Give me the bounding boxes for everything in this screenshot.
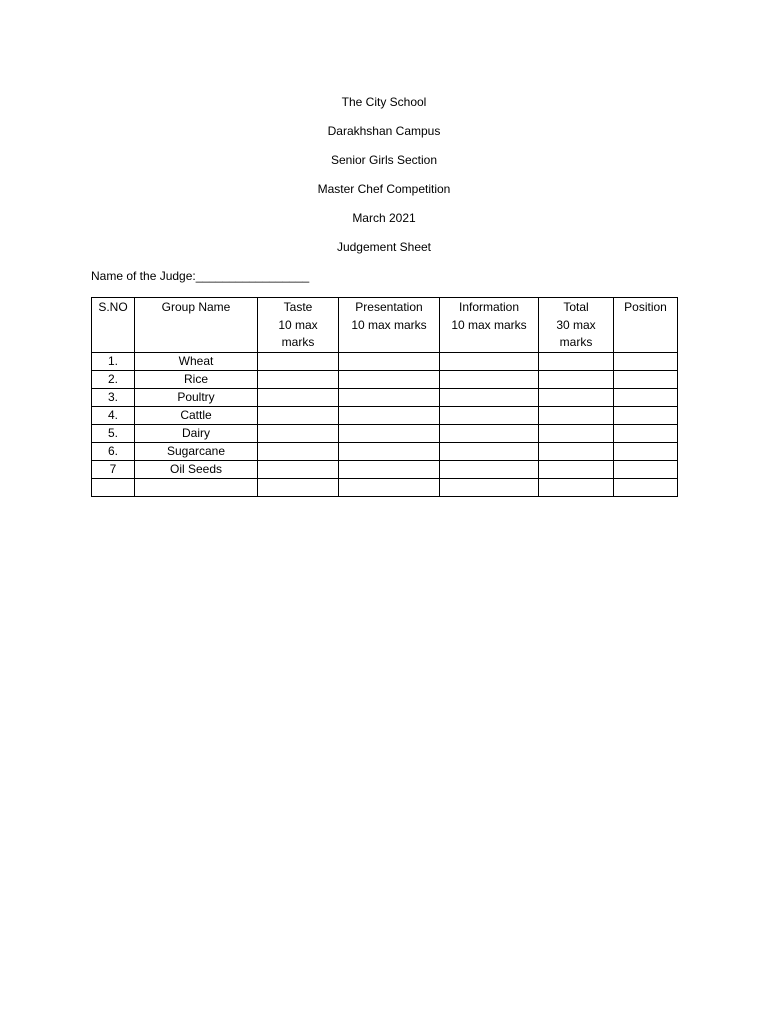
cell-taste <box>258 424 339 442</box>
table-row <box>92 460 678 478</box>
cell-taste <box>258 442 339 460</box>
table-row <box>92 352 678 370</box>
table-row <box>92 370 678 388</box>
cell-sno: 5. <box>92 424 135 442</box>
cell-presentation <box>339 442 440 460</box>
column-header-presentation: Presentation 10 max marks <box>339 298 440 353</box>
cell-position <box>614 370 678 388</box>
column-header-sno: S.NO <box>92 298 135 353</box>
cell-sno: 1. <box>92 352 135 370</box>
cell-position <box>614 460 678 478</box>
cell-taste <box>258 352 339 370</box>
document-title: Judgement Sheet <box>336 240 432 254</box>
cell-presentation <box>339 424 440 442</box>
cell-total <box>539 460 614 478</box>
cell-group-name: Dairy <box>135 424 258 442</box>
cell-sno: 2. <box>92 370 135 388</box>
table-header-row <box>92 298 678 353</box>
cell-information <box>440 388 539 406</box>
cell-group-name: Sugarcane <box>135 442 258 460</box>
cell-total <box>539 388 614 406</box>
cell-taste <box>258 460 339 478</box>
cell-total <box>539 424 614 442</box>
cell-information <box>440 460 539 478</box>
cell-total <box>539 406 614 424</box>
cell-group-name: Wheat <box>135 352 258 370</box>
cell-taste <box>258 478 339 496</box>
cell-presentation <box>339 478 440 496</box>
table-row <box>92 388 678 406</box>
table-row-empty <box>92 478 678 496</box>
cell-information <box>440 406 539 424</box>
cell-presentation <box>339 460 440 478</box>
column-header-position: Position <box>614 298 678 353</box>
cell-sno <box>92 478 135 496</box>
cell-information <box>440 478 539 496</box>
cell-sno: 7 <box>92 460 135 478</box>
cell-information <box>440 442 539 460</box>
cell-sno: 3. <box>92 388 135 406</box>
cell-group-name: Cattle <box>135 406 258 424</box>
column-header-taste: Taste 10 max marks <box>258 298 339 353</box>
cell-sno: 4. <box>92 406 135 424</box>
cell-presentation <box>339 352 440 370</box>
table-row <box>92 406 678 424</box>
cell-position <box>614 388 678 406</box>
cell-position <box>614 406 678 424</box>
judge-name-line: Name of the Judge:_________________ <box>91 269 310 283</box>
cell-taste <box>258 388 339 406</box>
cell-taste <box>258 406 339 424</box>
column-header-group-name: Group Name <box>135 298 258 353</box>
competition-name: Master Chef Competition <box>317 182 451 196</box>
column-header-total: Total 30 max marks <box>539 298 614 353</box>
cell-total <box>539 352 614 370</box>
cell-group-name <box>135 478 258 496</box>
cell-position <box>614 478 678 496</box>
campus-name: Darakhshan Campus <box>327 124 441 138</box>
cell-position <box>614 424 678 442</box>
cell-presentation <box>339 388 440 406</box>
cell-presentation <box>339 370 440 388</box>
event-date: March 2021 <box>352 211 416 225</box>
table-row <box>92 442 678 460</box>
cell-total <box>539 478 614 496</box>
cell-presentation <box>339 406 440 424</box>
cell-information <box>440 370 539 388</box>
cell-total <box>539 370 614 388</box>
table-row <box>92 424 678 442</box>
cell-taste <box>258 370 339 388</box>
cell-information <box>440 424 539 442</box>
cell-position <box>614 352 678 370</box>
cell-sno: 6. <box>92 442 135 460</box>
column-header-information: Information 10 max marks <box>440 298 539 353</box>
cell-group-name: Oil Seeds <box>135 460 258 478</box>
cell-position <box>614 442 678 460</box>
cell-information <box>440 352 539 370</box>
section-name: Senior Girls Section <box>330 153 438 167</box>
school-name: The City School <box>341 95 427 109</box>
cell-group-name: Poultry <box>135 388 258 406</box>
cell-group-name: Rice <box>135 370 258 388</box>
cell-total <box>539 442 614 460</box>
judgement-table <box>91 297 678 497</box>
